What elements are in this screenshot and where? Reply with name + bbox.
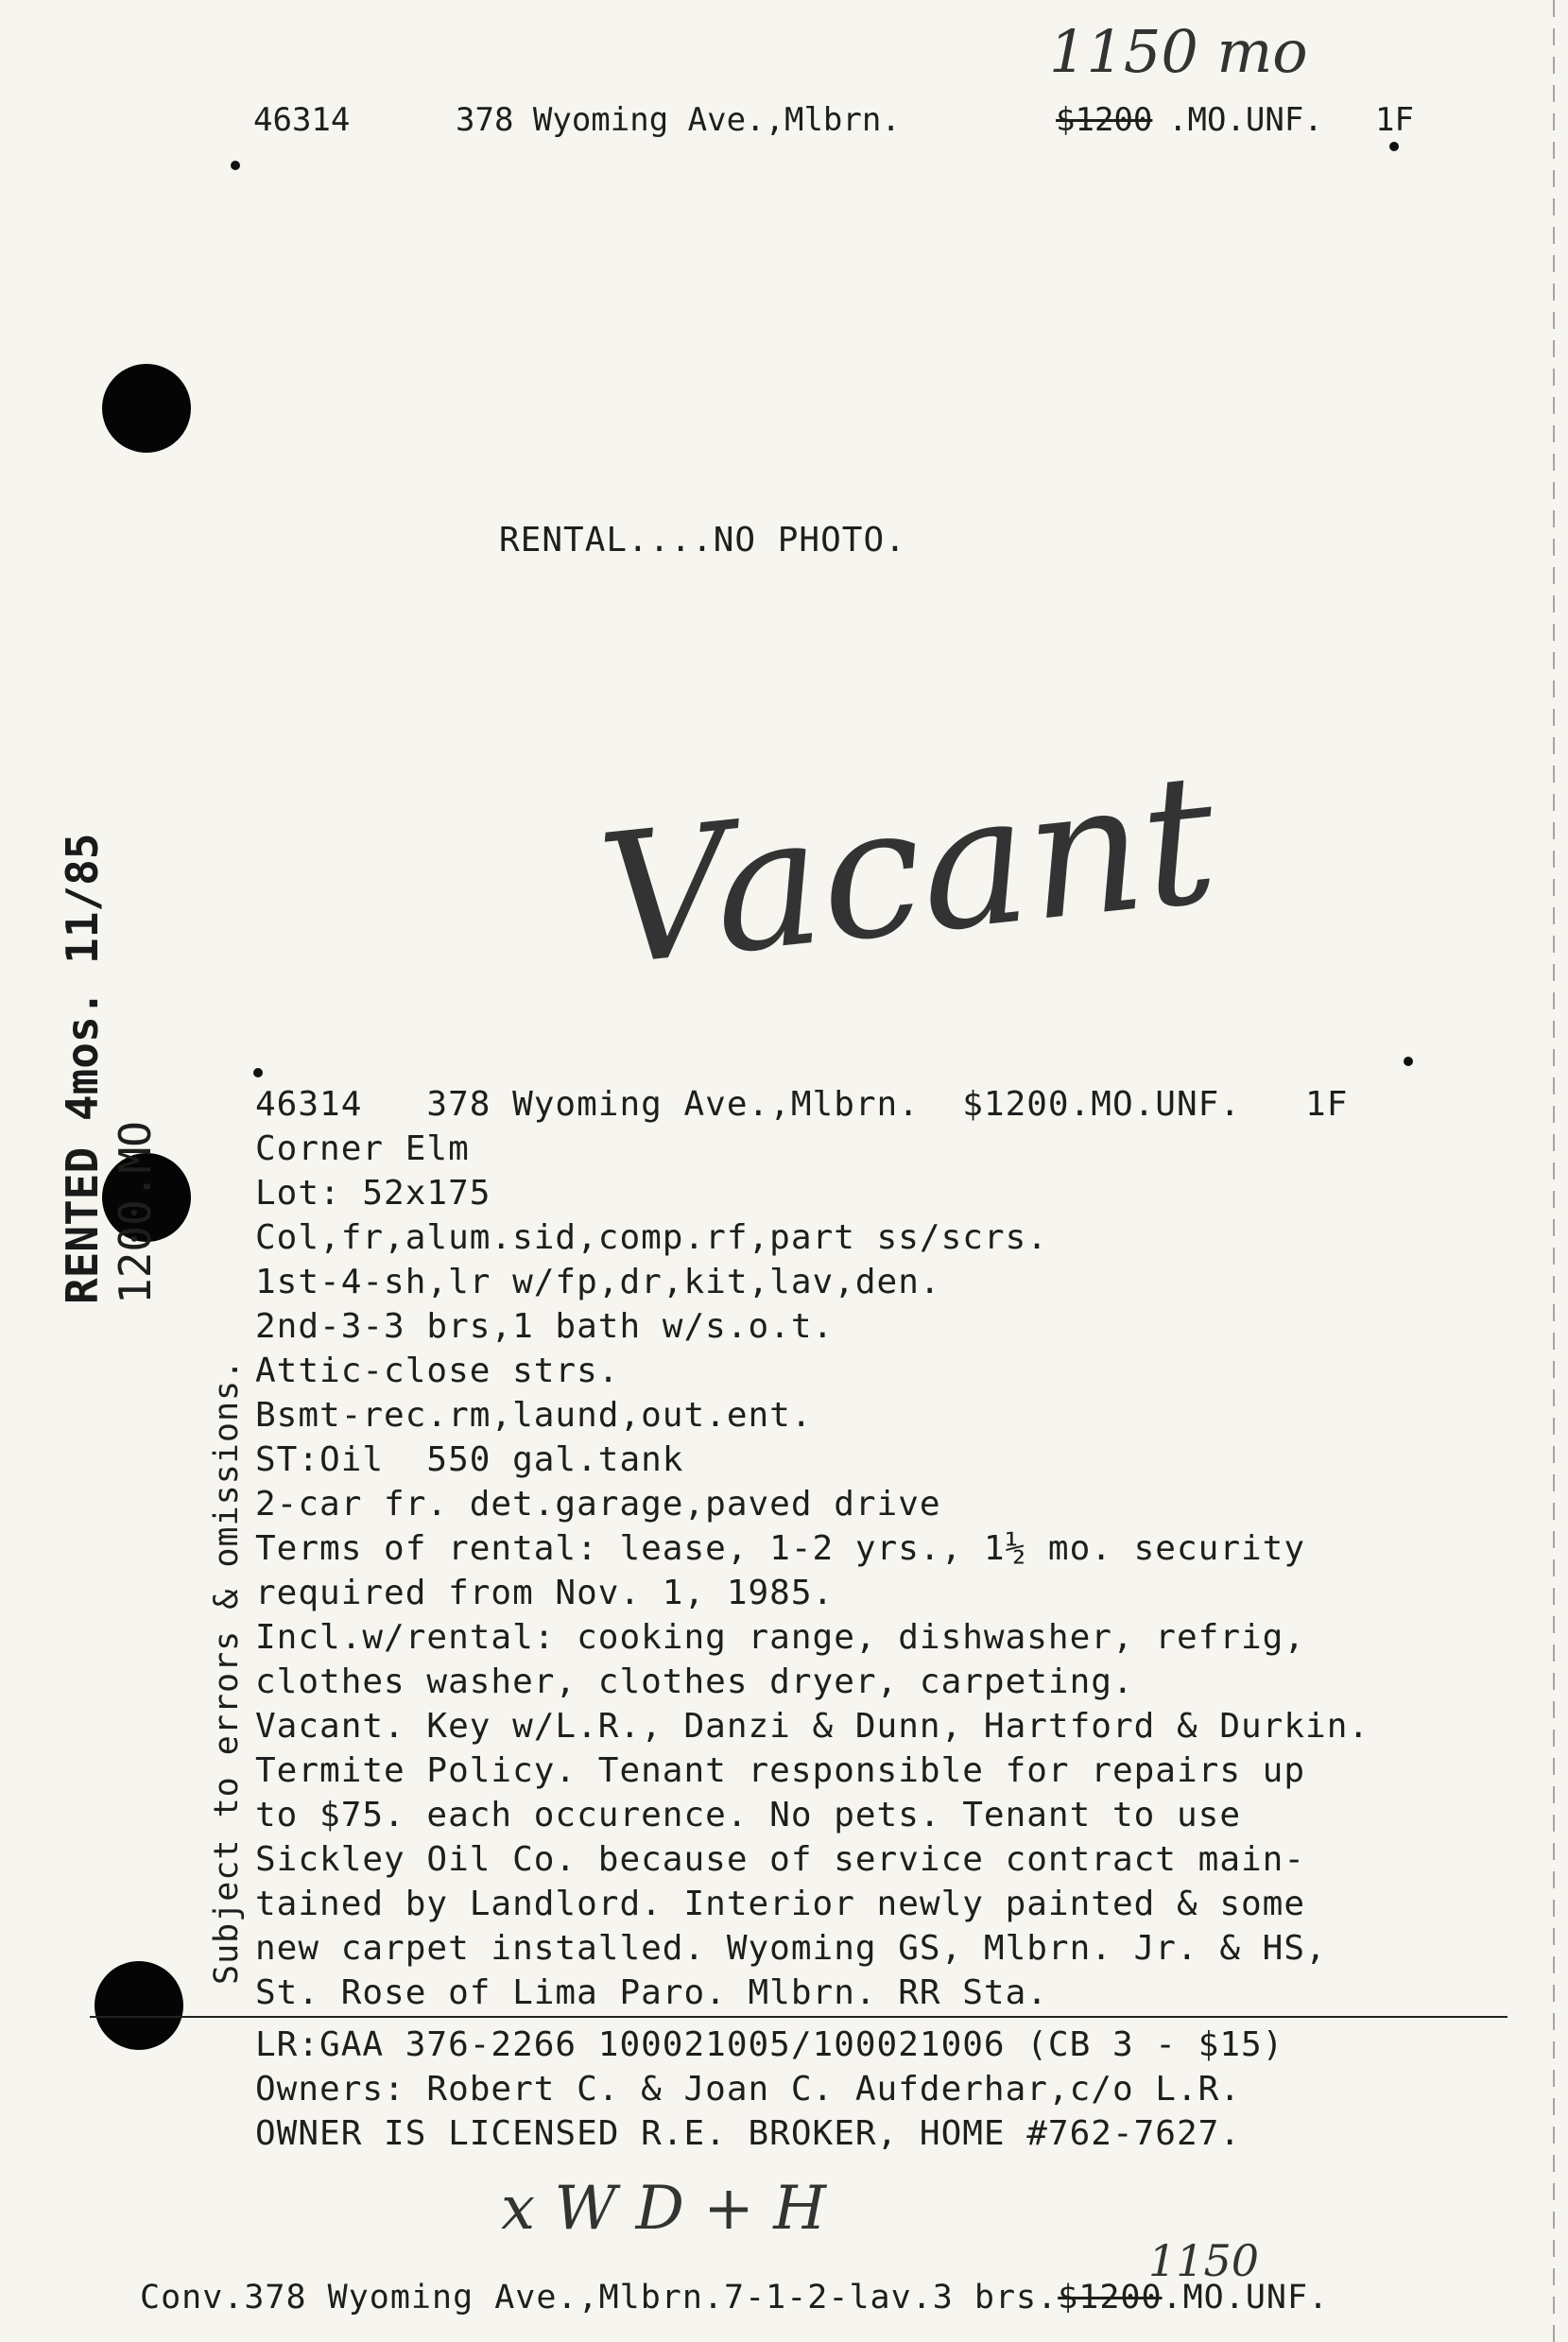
listing-line: 2-car fr. det.garage,paved drive xyxy=(255,1485,941,1524)
rented-note: RENTED 4mos. 11/85 xyxy=(57,833,108,1304)
divider-rule xyxy=(90,2016,1508,2018)
listing-line: 46314 378 Wyoming Ave.,Mlbrn. $1200.MO.UNF. 1F xyxy=(255,1085,1349,1124)
handwritten-initials: x W D + H xyxy=(501,2174,826,2244)
listing-line: Corner Elm xyxy=(255,1129,470,1168)
listing-line: Col,fr,alum.sid,comp.rf,part ss/scrs. xyxy=(255,1218,1048,1257)
handwritten-vacant: Vacant xyxy=(591,733,1226,1007)
listing-line: 1st-4-sh,lr w/fp,dr,kit,lav,den. xyxy=(255,1263,941,1301)
listing-line: required from Nov. 1, 1985. xyxy=(255,1574,835,1612)
rented-stamp xyxy=(57,529,180,1304)
conv-line xyxy=(140,2276,1329,2320)
handwritten-header-price: 1150 mo xyxy=(1049,17,1308,86)
listing-line: Terms of rental: lease, 1-2 yrs., 1½ mo. security xyxy=(255,1529,1306,1568)
dot xyxy=(231,161,240,170)
listing-line: Termite Policy. Tenant responsible for repairs up xyxy=(255,1751,1306,1790)
listing-line: Sickley Oil Co. because of service contract main- xyxy=(255,1840,1306,1879)
punch-hole xyxy=(95,1961,183,2050)
conv-price-struck: $1200 xyxy=(1058,2279,1163,2316)
listing-line: clothes washer, clothes dryer, carpeting. xyxy=(255,1662,1134,1701)
listing-line: Incl.w/rental: cooking range, dishwasher, refrig, xyxy=(255,1618,1306,1657)
listing-line: tained by Landlord. Interior newly painted & some xyxy=(255,1885,1306,1923)
listing-line: new carpet installed. Wyoming GS, Mlbrn. Jr. & HS, xyxy=(255,1929,1327,1968)
disclaimer: Subject to errors & omissions. xyxy=(208,1358,246,1985)
listing-line: 2nd-3-3 brs,1 bath w/s.o.t. xyxy=(255,1307,835,1346)
listing-line: Lot: 52x175 xyxy=(255,1174,491,1213)
header-address: 378 Wyoming Ave.,Mlbrn. xyxy=(456,101,901,139)
conv-prefix: Conv.378 Wyoming Ave.,Mlbrn.7-1-2-lav.3 brs. xyxy=(140,2279,1059,2316)
header-price-struck: $1200 xyxy=(1056,101,1153,139)
listing-line: Vacant. Key w/L.R., Danzi & Dunn, Hartford & Durkin. xyxy=(255,1707,1370,1746)
header-listing-number: 46314 xyxy=(253,101,351,139)
listing-footer-line: OWNER IS LICENSED R.E. BROKER, HOME #762-7627. xyxy=(255,2114,1241,2153)
listing-line: to $75. each occurence. No pets. Tenant to use xyxy=(255,1796,1241,1834)
listing-line: Attic-close strs. xyxy=(255,1352,620,1390)
header-price-rest: .MO.UNF. xyxy=(1168,101,1323,139)
listing-footer-line: Owners: Robert C. & Joan C. Aufderhar,c/o L.R. xyxy=(255,2070,1241,2109)
handwritten-bottom-price: 1150 xyxy=(1148,2235,1260,2286)
dot xyxy=(1389,142,1399,151)
rented-amount: 1200.MO xyxy=(110,1121,161,1304)
conv-suffix: .MO.UNF. xyxy=(1162,2279,1330,2316)
dot xyxy=(253,1068,263,1077)
dot xyxy=(1404,1057,1413,1066)
listing-footer-line: LR:GAA 376-2266 100021005/100021006 (CB 3 - $15) xyxy=(255,2025,1284,2064)
paper-edge xyxy=(1553,0,1555,2342)
header-floor: 1F xyxy=(1375,101,1414,139)
photo-notice: RENTAL....NO PHOTO. xyxy=(499,521,906,560)
punch-hole xyxy=(102,364,191,453)
listing-line: Bsmt-rec.rm,laund,out.ent. xyxy=(255,1396,813,1435)
listing-line: St. Rose of Lima Paro. Mlbrn. RR Sta. xyxy=(255,1973,1048,2012)
listing-line: ST:Oil 550 gal.tank xyxy=(255,1440,684,1479)
